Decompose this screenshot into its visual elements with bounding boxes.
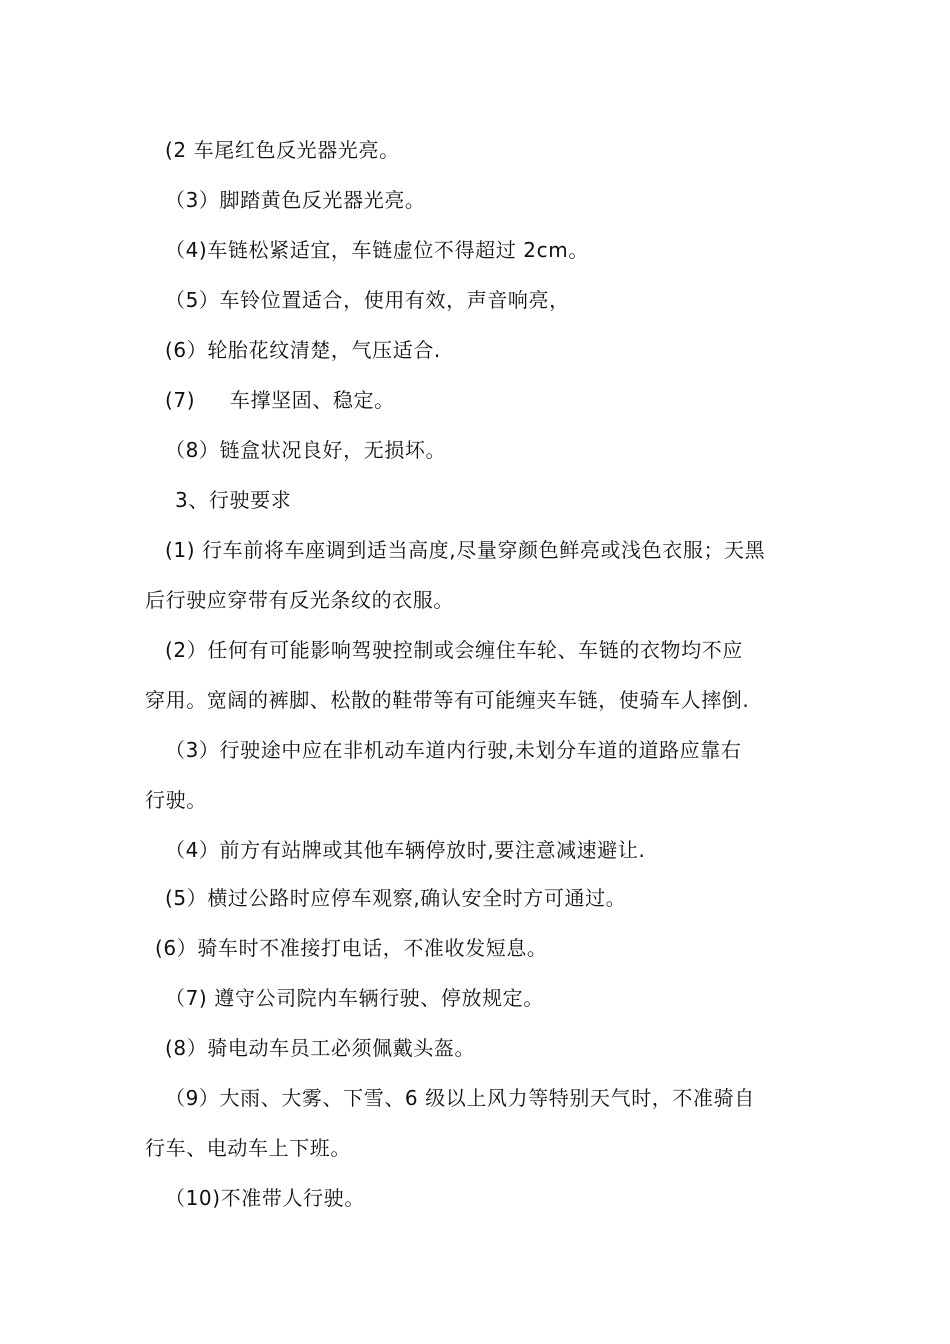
- text-line: (7) 车撑坚固、稳定。: [165, 388, 395, 412]
- text-line: (2 车尾红色反光器光亮。: [165, 138, 400, 162]
- text-line: 行驶。: [145, 788, 207, 812]
- text-line: （4）前方有站牌或其他车辆停放时,要注意减速避让.: [165, 838, 646, 862]
- text-line: （9）大雨、大雾、下雪、6 级以上风力等特别天气时，不准骑自: [165, 1086, 755, 1110]
- text-line: （7) 遵守公司院内车辆行驶、停放规定。: [165, 986, 544, 1010]
- text-line: 后行驶应穿带有反光条纹的衣服。: [145, 588, 454, 612]
- text-line: (6）轮胎花纹清楚，气压适合.: [165, 338, 441, 362]
- text-line: (8）骑电动车员工必须佩戴头盔。: [165, 1036, 476, 1060]
- text-line: （3）行驶途中应在非机动车道内行驶,未划分车道的道路应靠右: [165, 738, 742, 762]
- text-line: (5）横过公路时应停车观察,确认安全时方可通过。: [165, 886, 627, 910]
- text-line: （4)车链松紧适宜，车链虚位不得超过 2cm。: [165, 238, 589, 262]
- text-line: 行车、电动车上下班。: [145, 1136, 351, 1160]
- text-line: （10)不准带人行驶。: [165, 1186, 365, 1210]
- text-line: （8）链盒状况良好，无损坏。: [165, 438, 447, 462]
- section-heading: 3、行驶要求: [175, 488, 292, 512]
- text-line: 穿用。宽阔的裤脚、松散的鞋带等有可能缠夹车链，使骑车人摔倒.: [145, 688, 750, 712]
- text-line: （5）车铃位置适合，使用有效，声音响亮，: [165, 288, 570, 312]
- text-line: (6）骑车时不准接打电话，不准收发短息。: [155, 936, 548, 960]
- text-line: (1) 行车前将车座调到适当高度,尽量穿颜色鲜亮或浅色衣服；天黑: [165, 538, 766, 562]
- text-line: （3）脚踏黄色反光器光亮。: [165, 188, 426, 212]
- text-line: (2）任何有可能影响驾驶控制或会缠住车轮、车链的衣物均不应: [165, 638, 743, 662]
